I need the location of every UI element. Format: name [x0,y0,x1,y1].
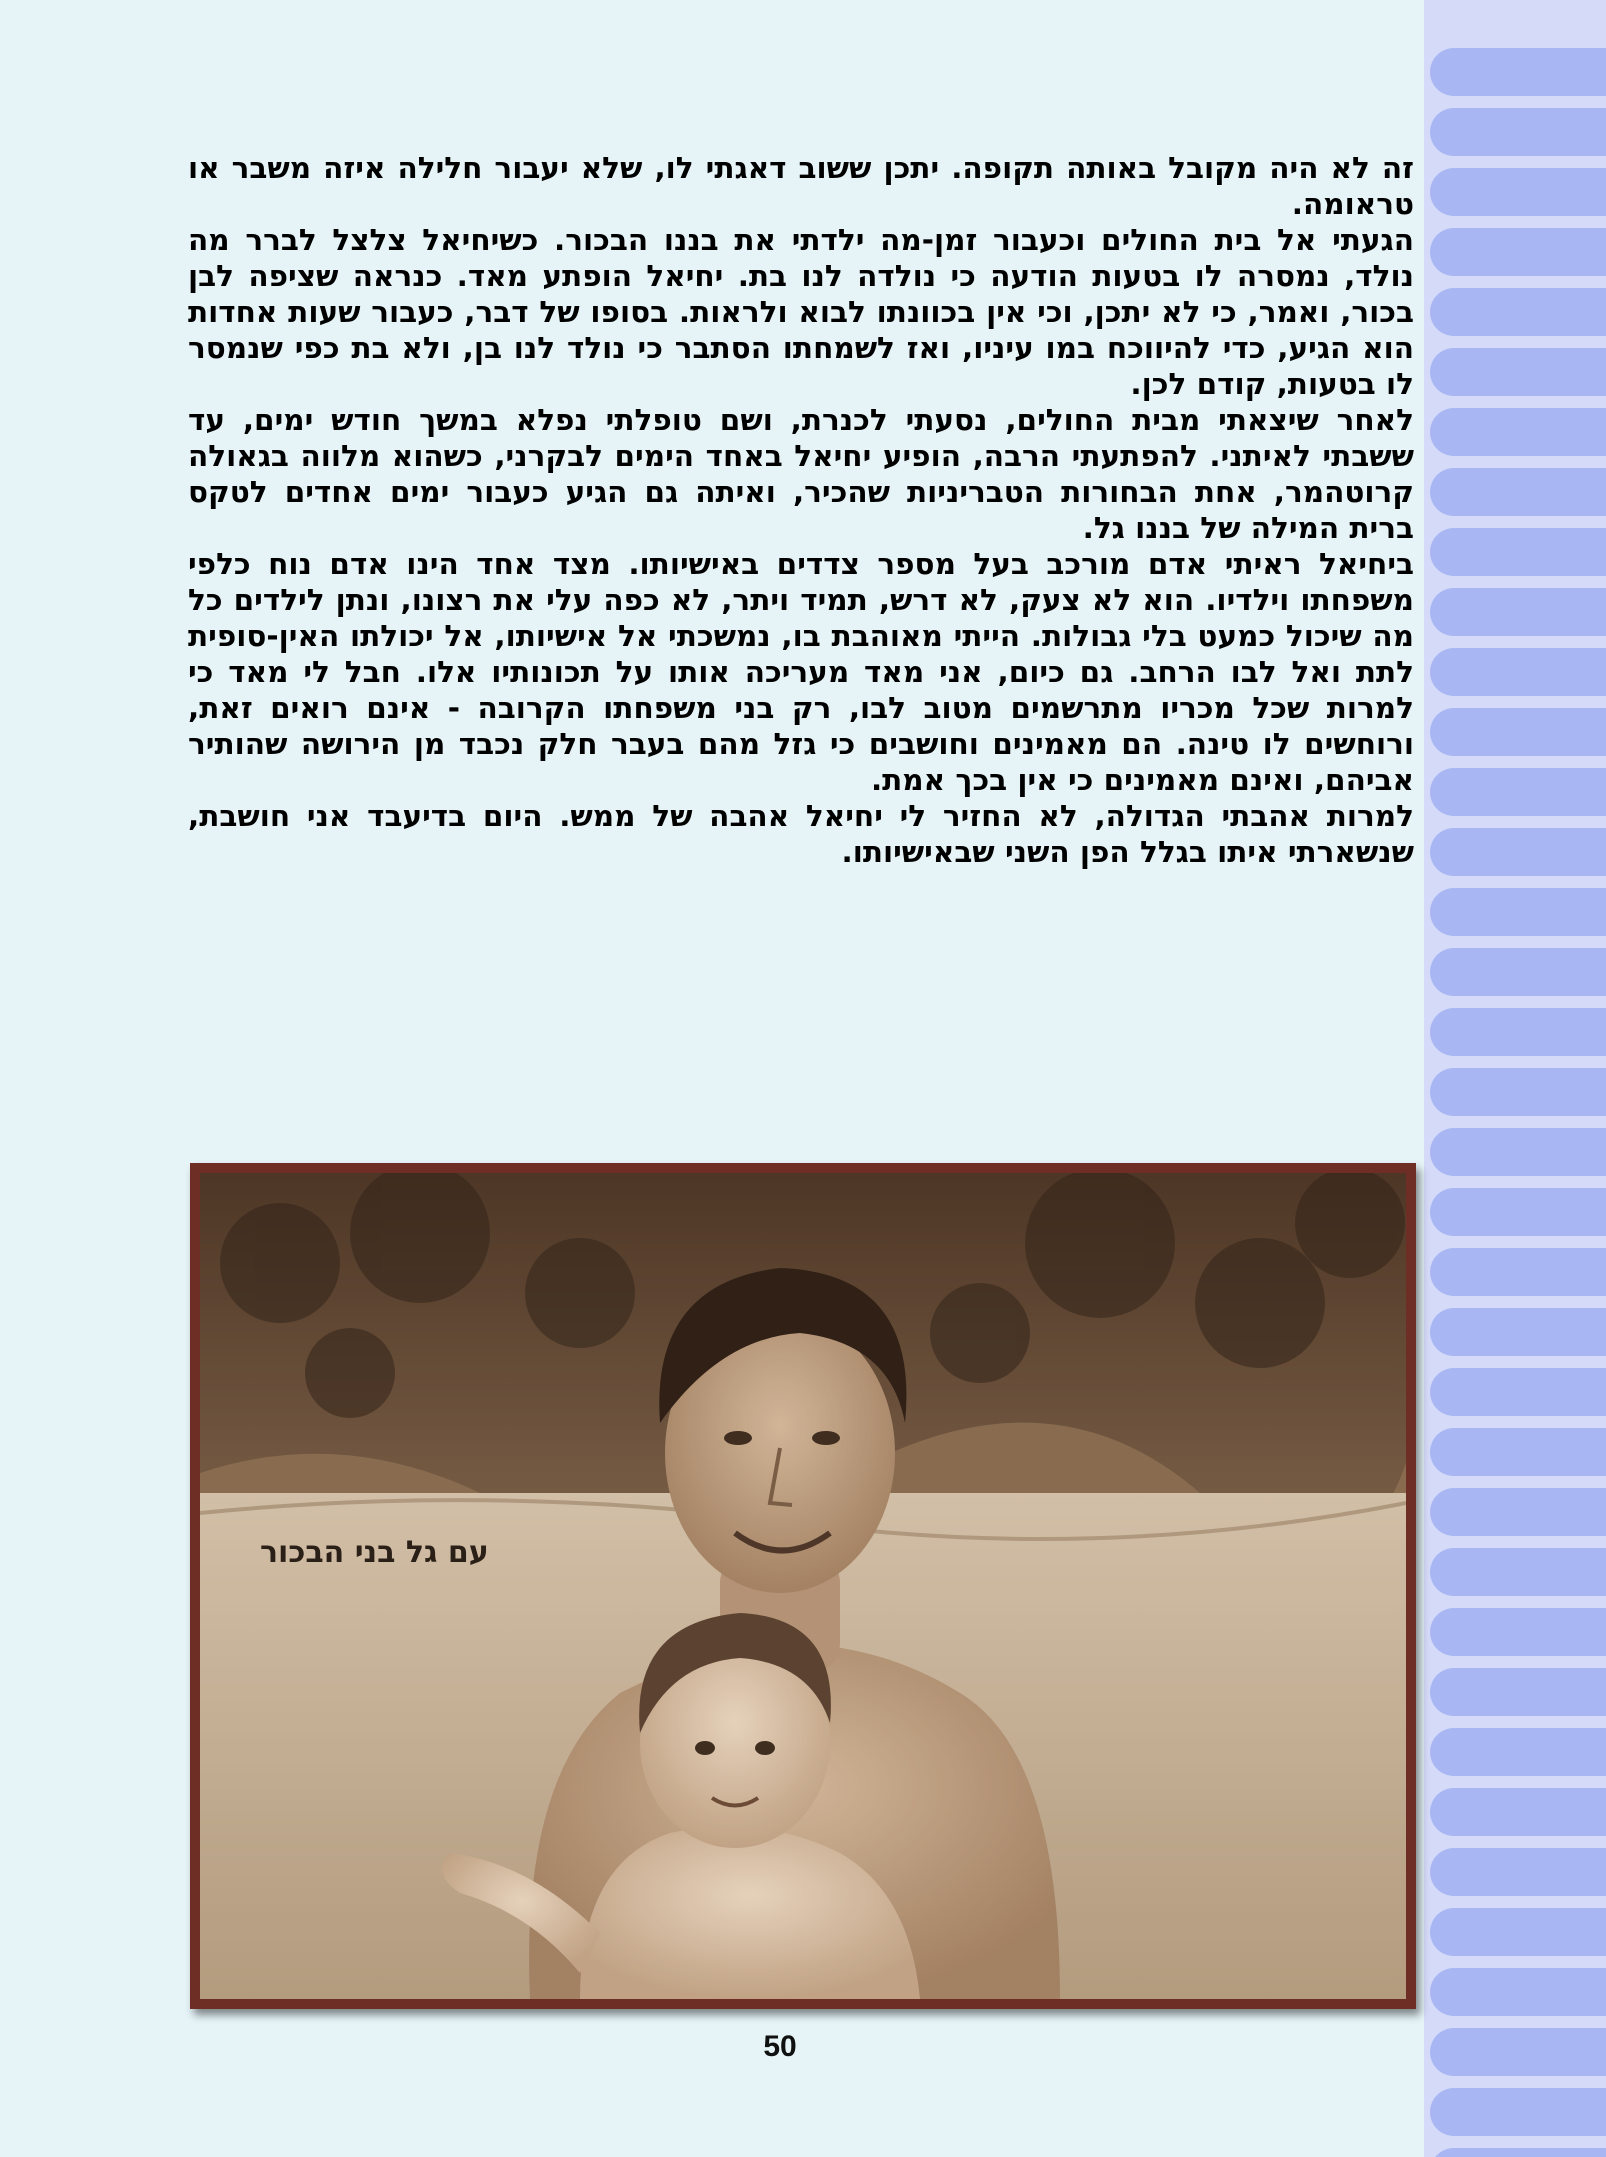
photo-frame [190,1163,1416,2009]
decorative-stripe [1430,1668,1606,1716]
decorative-stripe [1430,348,1606,396]
decorative-stripe [1430,108,1606,156]
photo-illustration [200,1173,1406,1999]
paragraph: ביחיאל ראיתי אדם מורכב בעל מספר צדדים באישיותו. מצד אחד הינו אדם נוח כלפי משפחתו וילדיו. הוא לא צעק, לא דרש, תמיד ויתר, לא כפה עלי את רצונו, ונתן לילדים כל מה שיכול כמעט בלי גבולות. הייתי מאוהבת בו, נמשכתי אל אישיותו, אל יכולתו האין-סופית לתת ואל לבו הרחב. גם כיום, אני מאד מעריכה אותו על תכונותיו אלו. חבל לי מאד כי למרות שכל מכריו מתרשמים מטוב לבו, רק בני משפחתו הקרובה - אינם רואים זאת, ורוחשים לו טינה. הם מאמינים וחושבים כי גזל מהם בעבר חלק נכבד מן הירושה שהותיר אביהם, ואינם מאמינים כי אין בכך אמת. [188,547,1414,797]
decorative-stripe [1430,288,1606,336]
decorative-stripe [1430,1908,1606,1956]
decorative-stripe [1430,1788,1606,1836]
decorative-stripe [1430,1068,1606,1116]
decorative-stripe [1430,1308,1606,1356]
decorative-stripe [1430,948,1606,996]
decorative-stripe [1430,1608,1606,1656]
decorative-stripe [1430,1428,1606,1476]
family-photo [200,1173,1406,1999]
decorative-stripe [1430,828,1606,876]
decorative-stripe [1430,408,1606,456]
decorative-stripe [1430,588,1606,636]
photo-caption: עם גל בני הבכור [260,1535,489,1570]
page-number [0,2030,1606,2064]
paragraph: לאחר שיצאתי מבית החולים, נסעתי לכנרת, ושם טופלתי נפלא במשך חודש ימים, עד ששבתי לאיתני. להפתעתי הרבה, הופיע יחיאל באחד הימים לבקרני, כשהוא מלווה בגאולה קרוטהמר, אחת הבחורות הטבריניות שהכיר, ואיתה גם הגיע כעבור ימים אחדים לטקס ברית המילה של בננו גל. [188,403,1414,545]
decorative-stripe [1430,1848,1606,1896]
page-number-value: 50 [763,2030,797,2063]
decorative-stripe [1430,1368,1606,1416]
decorative-stripe [1430,468,1606,516]
decorative-stripe [1430,1188,1606,1236]
decorative-stripe [1430,2148,1606,2157]
decorative-stripe [1430,1548,1606,1596]
decorative-stripe [1430,48,1606,96]
decorative-stripe [1430,708,1606,756]
decorative-stripe [1430,168,1606,216]
decorative-stripe [1430,648,1606,696]
decorative-stripe [1430,2088,1606,2136]
decorative-stripe [1430,1128,1606,1176]
paragraph: למרות אהבתי הגדולה, לא החזיר לי יחיאל אהבה של ממש. היום בדיעבד אני חושבת, שנשארתי איתו בגלל הפן השני שבאישיותו. [188,799,1414,869]
paragraph: זה לא היה מקובל באותה תקופה. יתכן ששוב דאגתי לו, שלא יעבור חלילה איזה משבר או טראומה. [188,151,1414,221]
decorative-stripe [1430,1248,1606,1296]
paragraph: הגעתי אל בית החולים וכעבור זמן-מה ילדתי את בננו הבכור. כשיחיאל צלצל לברר מה נולד, נמסרה לו בטעות הודעה כי נולדה לנו בת. יחיאל הופתע מאד. כנראה שציפה לבן בכור, ואמר, כי לא יתכן, וכי אין בכוונתו לבוא ולראות. בסופו של דבר, כעבור שעות אחדות הוא הגיע, כדי להיווכח במו עיניו, ואז לשמחתו הסתבר כי נולד לנו בן, ולא בת כפי שנמסר לו בטעות, קודם לכן. [188,223,1414,401]
body-text [188,150,1414,870]
decorative-stripe [1430,1008,1606,1056]
decorative-stripe [1430,228,1606,276]
decorative-stripe [1430,1968,1606,2016]
decorative-stripe [1430,768,1606,816]
decorative-stripe [1430,888,1606,936]
decorative-stripe [1430,1728,1606,1776]
decorative-stripe [1430,1488,1606,1536]
decorative-stripe [1430,528,1606,576]
